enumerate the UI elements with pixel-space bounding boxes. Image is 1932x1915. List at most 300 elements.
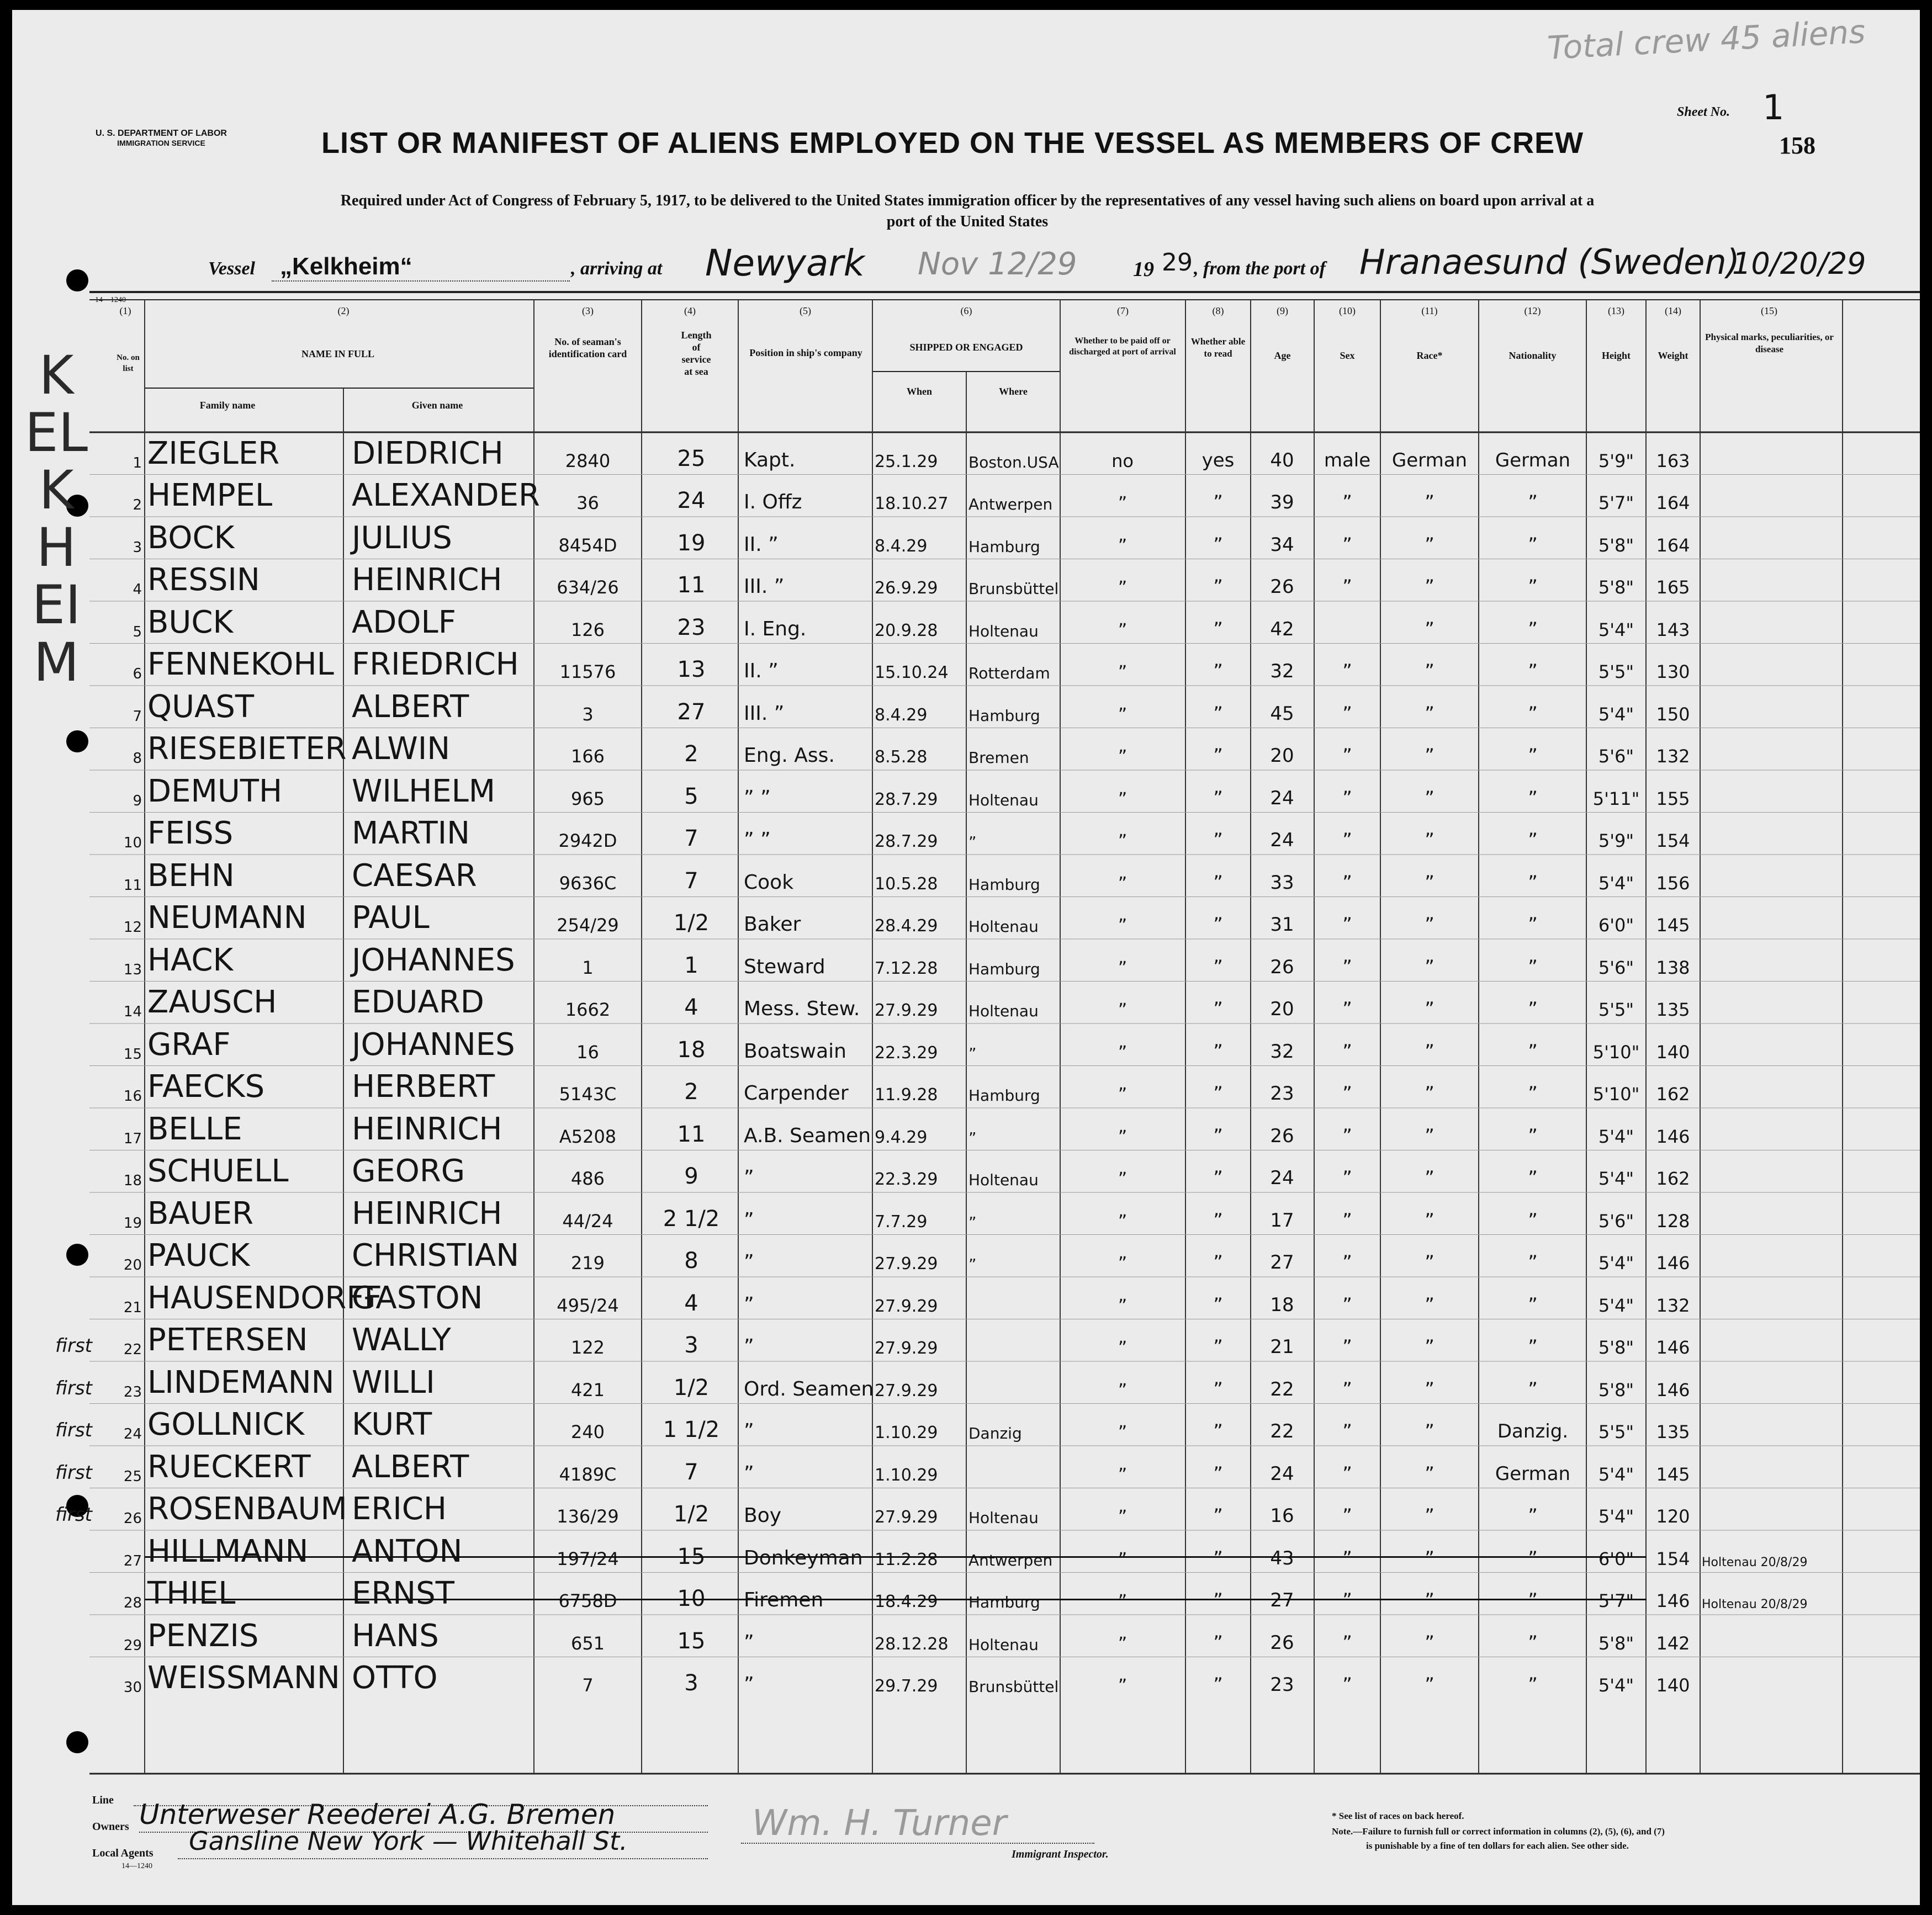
paid-off: ”	[1118, 872, 1128, 894]
ship-position: Cook	[744, 871, 794, 894]
race: ”	[1425, 1547, 1435, 1569]
row-number: 1	[133, 454, 142, 471]
left-margin-note: first	[55, 1461, 92, 1484]
given-name: HEINRICH	[352, 1111, 502, 1147]
race: ”	[1425, 745, 1435, 767]
sex: ”	[1342, 1378, 1352, 1401]
able-to-read: ”	[1213, 618, 1223, 640]
given-name: ANTON	[352, 1533, 463, 1569]
paid-off: ”	[1118, 788, 1128, 809]
left-margin-note: first	[55, 1335, 92, 1357]
row-number: 11	[123, 877, 142, 894]
family-name: BELLE	[147, 1111, 242, 1147]
owners-label: Owners	[92, 1821, 129, 1833]
nationality: ”	[1528, 1209, 1538, 1232]
race: ”	[1425, 618, 1435, 640]
able-to-read: ”	[1213, 914, 1223, 936]
service-length: 7	[684, 868, 698, 894]
inspector-label: Immigrant Inspector.	[1012, 1848, 1109, 1860]
nationality: ”	[1528, 787, 1538, 809]
ship-position: II. ”	[744, 660, 779, 682]
row-number: 12	[123, 919, 142, 936]
ship-position: Carpender	[744, 1082, 849, 1105]
paid-off: ”	[1118, 1295, 1128, 1316]
given-name: MARTIN	[352, 815, 470, 851]
height: 5'6"	[1598, 746, 1634, 767]
height: 5'8"	[1598, 1337, 1634, 1358]
paid-off: ”	[1118, 534, 1128, 556]
left-margin-note: first	[55, 1504, 92, 1526]
table-row	[12, 1488, 1920, 1531]
sex: ”	[1342, 1589, 1352, 1611]
id-card-number: 136/29	[557, 1506, 619, 1527]
age: 26	[1270, 1631, 1294, 1654]
id-card-number: 44/24	[562, 1210, 613, 1232]
height: 5'7"	[1598, 1590, 1634, 1611]
weight: 132	[1656, 1295, 1690, 1316]
shipped-where: Holtenau	[968, 1171, 1039, 1189]
service-length: 11	[677, 572, 706, 598]
paid-off: ”	[1118, 830, 1128, 851]
table-row	[12, 939, 1920, 982]
weight: 162	[1656, 1084, 1690, 1105]
col13-label: Height	[1602, 350, 1631, 361]
table-row	[12, 1277, 1920, 1319]
col10-label: Sex	[1340, 350, 1355, 361]
id-card-number: 7	[582, 1675, 594, 1696]
given-name: EDUARD	[352, 984, 484, 1020]
shipped-where: Holtenau	[968, 622, 1039, 640]
service-length: 4	[684, 1290, 698, 1316]
left-margin-note: first	[55, 1419, 92, 1441]
ship-position: Boatswain	[744, 1039, 846, 1063]
able-to-read: ”	[1213, 1378, 1223, 1401]
height: 5'4"	[1598, 619, 1634, 640]
family-name: BOCK	[147, 519, 235, 556]
height: 6'0"	[1598, 915, 1634, 936]
able-to-read: ”	[1213, 1589, 1223, 1611]
shipped-when: 11.9.28	[875, 1085, 938, 1105]
family-name: HEMPEL	[147, 478, 273, 513]
weight: 146	[1656, 1253, 1690, 1274]
ship-position: I. Offz	[744, 491, 802, 513]
nationality: ”	[1528, 576, 1538, 598]
shipped-where: ”	[968, 1255, 977, 1274]
sex: ”	[1342, 702, 1352, 725]
race: ”	[1425, 787, 1435, 809]
ship-position: ”	[744, 1462, 754, 1485]
agents-value: Gansline New York — Whitehall St.	[189, 1826, 628, 1856]
family-name: BAUER	[147, 1195, 254, 1232]
sex: ”	[1342, 1547, 1352, 1569]
able-to-read: ”	[1213, 787, 1223, 809]
paid-off: ”	[1118, 915, 1128, 936]
col2-label: NAME IN FULL	[301, 348, 374, 359]
sex: ”	[1342, 1124, 1352, 1147]
nationality: ”	[1528, 1167, 1538, 1189]
sex: ”	[1342, 576, 1352, 598]
weight: 146	[1656, 1590, 1690, 1611]
able-to-read: ”	[1213, 745, 1223, 767]
age: 23	[1270, 1083, 1294, 1105]
able-to-read: ”	[1213, 1167, 1223, 1189]
row-number: 14	[123, 1004, 142, 1020]
shipped-when: 18.4.29	[875, 1592, 938, 1611]
age: 20	[1270, 745, 1294, 767]
shipped-when: 26.9.29	[875, 579, 938, 598]
id-card-number: 2942D	[558, 830, 617, 851]
shipped-when: 8.5.28	[875, 747, 928, 767]
race: ”	[1425, 1293, 1435, 1316]
service-length: 15	[677, 1628, 706, 1654]
age: 34	[1270, 533, 1294, 556]
table-row	[12, 813, 1920, 855]
family-name: RIESEBIETER	[147, 731, 347, 767]
id-card-number: 965	[570, 788, 605, 809]
age: 27	[1270, 1251, 1294, 1274]
able-to-read: ”	[1213, 491, 1223, 513]
paid-off: ”	[1118, 1210, 1128, 1232]
col6-where-label: Where	[999, 386, 1028, 397]
shipped-when: 25.1.29	[875, 452, 938, 471]
strike-through-line	[145, 1599, 1647, 1600]
weight: 142	[1656, 1632, 1690, 1654]
race: ”	[1425, 1167, 1435, 1189]
shipped-where: Brunsbüttel	[968, 580, 1059, 598]
id-card-number: 166	[570, 746, 605, 767]
id-card-number: A5208	[559, 1126, 617, 1147]
family-name: PENZIS	[147, 1617, 259, 1654]
service-length: 27	[677, 699, 706, 725]
table-row	[12, 1235, 1920, 1277]
sex: ”	[1342, 1336, 1352, 1358]
service-length: 4	[684, 995, 698, 1020]
nationality: ”	[1528, 1547, 1538, 1569]
shipped-where: ”	[968, 833, 977, 851]
manifest-sheet	[12, 10, 1920, 1905]
id-card-number: 9636C	[559, 872, 617, 894]
table-row	[12, 1404, 1920, 1446]
race: ”	[1425, 1505, 1435, 1527]
shipped-where: Hamburg	[968, 875, 1040, 894]
col4-number: (4)	[684, 305, 696, 316]
given-name: WALLY	[352, 1322, 451, 1358]
ship-position: Baker	[744, 913, 801, 936]
given-name: ERNST	[352, 1576, 454, 1611]
shipped-when: 27.9.29	[875, 1508, 938, 1527]
able-to-read: ”	[1213, 1251, 1223, 1274]
nationality: ”	[1528, 1589, 1538, 1611]
given-name: KURT	[352, 1407, 432, 1442]
paid-off: ”	[1118, 661, 1128, 682]
sex: ”	[1342, 491, 1352, 513]
shipped-when: 10.5.28	[875, 874, 938, 894]
id-card-number: 4189C	[559, 1463, 617, 1485]
footnote-penalty-2: is punishable by a fine of ten dollars for each alien. See other side.	[1366, 1840, 1629, 1851]
shipped-where: Bremen	[968, 749, 1029, 767]
nationality: ”	[1528, 745, 1538, 767]
ship-position: Steward	[744, 955, 825, 978]
row-number: 18	[123, 1173, 142, 1189]
shipped-where: Hamburg	[968, 1086, 1040, 1105]
row-number: 22	[123, 1341, 142, 1358]
sex: ”	[1342, 829, 1352, 851]
ship-position: III. ”	[744, 575, 785, 598]
weight: 120	[1656, 1506, 1690, 1527]
height: 5'4"	[1598, 872, 1634, 894]
given-name: JOHANNES	[352, 942, 515, 978]
sheet-number: 1	[1762, 87, 1785, 128]
department-label: U. S. DEPARTMENT OF LABOR	[96, 129, 227, 138]
race: ”	[1425, 533, 1435, 556]
col14-number: (14)	[1665, 305, 1681, 316]
shipped-when: 28.7.29	[875, 789, 938, 809]
row-number: 9	[133, 792, 142, 809]
sex: ”	[1342, 1631, 1352, 1654]
sex: ”	[1342, 1209, 1352, 1232]
age: 24	[1270, 829, 1294, 851]
physical-marks: Holtenau 20/8/29	[1702, 1555, 1808, 1569]
col12-number: (12)	[1524, 305, 1541, 316]
able-to-read: ”	[1213, 956, 1223, 978]
sex: ”	[1342, 1293, 1352, 1316]
paid-off: ”	[1118, 1379, 1128, 1401]
service-length: 2	[684, 741, 698, 767]
able-to-read: ”	[1213, 1674, 1223, 1696]
sex: ”	[1342, 1040, 1352, 1063]
table-row	[12, 897, 1920, 940]
shipped-when: 7.7.29	[875, 1212, 928, 1232]
height: 5'8"	[1598, 534, 1634, 556]
family-name: FAECKS	[147, 1069, 265, 1105]
shipped-when: 20.9.28	[875, 620, 938, 640]
service-length: 11	[677, 1121, 706, 1147]
nationality: German	[1495, 449, 1571, 471]
table-row	[12, 644, 1920, 686]
col3-number: (3)	[582, 305, 594, 316]
table-row	[12, 1361, 1920, 1404]
nationality: ”	[1528, 618, 1538, 640]
nationality: ”	[1528, 1378, 1538, 1401]
family-name: QUAST	[147, 688, 255, 725]
family-name: GRAF	[147, 1026, 231, 1063]
col2-given-label: Given name	[411, 400, 463, 411]
table-row	[12, 1192, 1920, 1235]
able-to-read: ”	[1213, 1547, 1223, 1569]
age: 27	[1270, 1589, 1294, 1611]
shipped-where: ”	[968, 1044, 977, 1063]
corner-note: Total crew 45 aliens	[1546, 12, 1866, 67]
family-name: LINDEMANN	[147, 1364, 335, 1401]
shipped-when: 27.9.29	[875, 1001, 938, 1020]
age: 24	[1270, 1462, 1294, 1485]
page-title: LIST OR MANIFEST OF ALIENS EMPLOYED ON THE VESSEL AS MEMBERS OF CREW	[321, 126, 1584, 160]
weight: 128	[1656, 1210, 1690, 1232]
id-card-number: 240	[570, 1421, 605, 1442]
table-row	[12, 475, 1920, 517]
id-card-number: 5143C	[559, 1084, 617, 1105]
able-to-read: ”	[1213, 1293, 1223, 1316]
given-name: HANS	[352, 1617, 439, 1654]
table-row	[12, 1573, 1920, 1615]
weight: 154	[1656, 830, 1690, 851]
row-number: 19	[123, 1214, 142, 1232]
nationality: ”	[1528, 871, 1538, 894]
able-to-read: ”	[1213, 1505, 1223, 1527]
shipped-where: Antwerpen	[968, 495, 1053, 513]
able-to-read: ”	[1213, 1124, 1223, 1147]
table-row	[12, 855, 1920, 897]
page-number: 158	[1779, 132, 1815, 159]
ship-position: ”	[744, 1673, 754, 1696]
col5-number: (5)	[800, 305, 811, 316]
row-number: 20	[123, 1257, 142, 1274]
height: 5'9"	[1598, 830, 1634, 851]
race: ”	[1425, 1083, 1435, 1105]
shipped-where: Danzig	[968, 1424, 1022, 1442]
family-name: ZAUSCH	[147, 984, 277, 1020]
shipped-when: 27.9.29	[875, 1381, 938, 1401]
nationality: ”	[1528, 1251, 1538, 1274]
col2-number: (2)	[337, 305, 350, 316]
nationality: ”	[1528, 829, 1538, 851]
service-length: 7	[684, 1459, 698, 1485]
family-name: BEHN	[147, 857, 235, 894]
weight: 163	[1656, 450, 1690, 471]
race: ”	[1425, 1674, 1435, 1696]
row-number: 28	[123, 1595, 142, 1611]
race: ”	[1425, 1462, 1435, 1485]
height: 5'4"	[1598, 1253, 1634, 1274]
col8-number: (8)	[1212, 305, 1224, 316]
row-number: 23	[123, 1383, 142, 1401]
sex: ”	[1342, 1462, 1352, 1485]
weight: 138	[1656, 957, 1690, 978]
age: 26	[1270, 956, 1294, 978]
race: ”	[1425, 702, 1435, 725]
service-label: IMMIGRATION SERVICE	[117, 139, 205, 147]
left-margin-note: first	[55, 1377, 92, 1399]
nationality: ”	[1528, 998, 1538, 1020]
family-name: PETERSEN	[147, 1322, 308, 1358]
family-name: ZIEGLER	[147, 435, 280, 471]
ship-position: ” ”	[744, 786, 771, 809]
sex: ”	[1342, 1083, 1352, 1105]
paid-off: ”	[1118, 1126, 1128, 1147]
paid-off: ”	[1118, 1548, 1128, 1569]
row-number: 26	[123, 1510, 142, 1527]
ship-position: II. ”	[744, 533, 779, 556]
able-to-read: ”	[1213, 1631, 1223, 1654]
sex: ”	[1342, 787, 1352, 809]
footer-form-number: 14—1240	[121, 1862, 152, 1870]
weight: 135	[1656, 1421, 1690, 1442]
sex: ”	[1342, 1167, 1352, 1189]
ship-position: I. Eng.	[744, 617, 807, 640]
table-row	[12, 1066, 1920, 1108]
sex: ”	[1342, 660, 1352, 682]
given-name: JOHANNES	[352, 1026, 515, 1063]
age: 23	[1270, 1674, 1294, 1696]
age: 24	[1270, 1167, 1294, 1189]
ship-position: ”	[744, 1251, 754, 1274]
nationality: ”	[1528, 914, 1538, 936]
shipped-where: Boston.USA	[968, 453, 1059, 471]
family-name: RUECKERT	[147, 1449, 311, 1485]
row-number: 5	[133, 623, 142, 640]
weight: 146	[1656, 1379, 1690, 1401]
shipped-where: Holtenau	[968, 1635, 1039, 1654]
paid-off: ”	[1118, 1632, 1128, 1654]
table-row	[12, 601, 1920, 644]
col13-number: (13)	[1608, 305, 1624, 316]
agents-label: Local Agents	[92, 1847, 153, 1859]
row-number: 21	[123, 1299, 142, 1316]
weight: 135	[1656, 999, 1690, 1020]
age: 22	[1270, 1420, 1294, 1442]
height: 5'7"	[1598, 492, 1634, 513]
row-number: 24	[123, 1426, 142, 1442]
race: ”	[1425, 829, 1435, 851]
shipped-when: 22.3.29	[875, 1170, 938, 1189]
age: 33	[1270, 871, 1294, 894]
row-number: 6	[133, 666, 142, 682]
row-number: 8	[133, 750, 142, 767]
height: 5'4"	[1598, 1675, 1634, 1696]
service-length: 8	[684, 1248, 698, 1274]
ship-position: Ord. Seamen	[744, 1377, 874, 1401]
col1-number: (1)	[119, 305, 131, 316]
shipped-where: Antwerpen	[968, 1551, 1053, 1569]
col8-label: Whether able to read	[1190, 336, 1246, 359]
nationality: ”	[1528, 1631, 1538, 1654]
shipped-where: Hamburg	[968, 706, 1040, 725]
able-to-read: ”	[1213, 1336, 1223, 1358]
height: 5'10"	[1592, 1084, 1640, 1105]
age: 32	[1270, 660, 1294, 682]
table-row	[12, 517, 1920, 559]
col12-label: Nationality	[1508, 350, 1557, 361]
weight: 146	[1656, 1337, 1690, 1358]
year-prefix: 19	[1133, 258, 1154, 281]
family-name: PAUCK	[147, 1238, 250, 1274]
table-row	[12, 1657, 1920, 1700]
family-name: NEUMANN	[147, 900, 307, 936]
sheet-label: Sheet No.	[1677, 105, 1730, 119]
able-to-read: ”	[1213, 660, 1223, 682]
col7-number: (7)	[1117, 305, 1129, 316]
arriving-port: Newyark	[705, 242, 865, 284]
family-name: FEISS	[147, 815, 234, 851]
given-name: OTTO	[352, 1660, 438, 1696]
ship-position: ”	[744, 1631, 754, 1654]
shipped-where: Holtenau	[968, 1509, 1039, 1527]
race: ”	[1425, 1251, 1435, 1274]
height: 5'4"	[1598, 1463, 1634, 1485]
service-length: 25	[677, 445, 706, 471]
footnote-penalty-1: Note.—Failure to furnish full or correct information in columns (2), (5), (6), and (7)	[1332, 1826, 1665, 1837]
shipped-when: 8.4.29	[875, 536, 928, 556]
age: 40	[1270, 449, 1294, 471]
ship-position: A.B. Seamen	[744, 1124, 871, 1147]
service-length: 3	[684, 1333, 698, 1358]
id-card-number: 197/24	[557, 1548, 619, 1569]
ship-position: ” ”	[744, 829, 771, 851]
weight: 156	[1656, 872, 1690, 894]
col3-label: No. of seaman's identification card	[548, 336, 627, 359]
given-name: HERBERT	[352, 1069, 495, 1105]
id-card-number: 3	[582, 703, 594, 725]
